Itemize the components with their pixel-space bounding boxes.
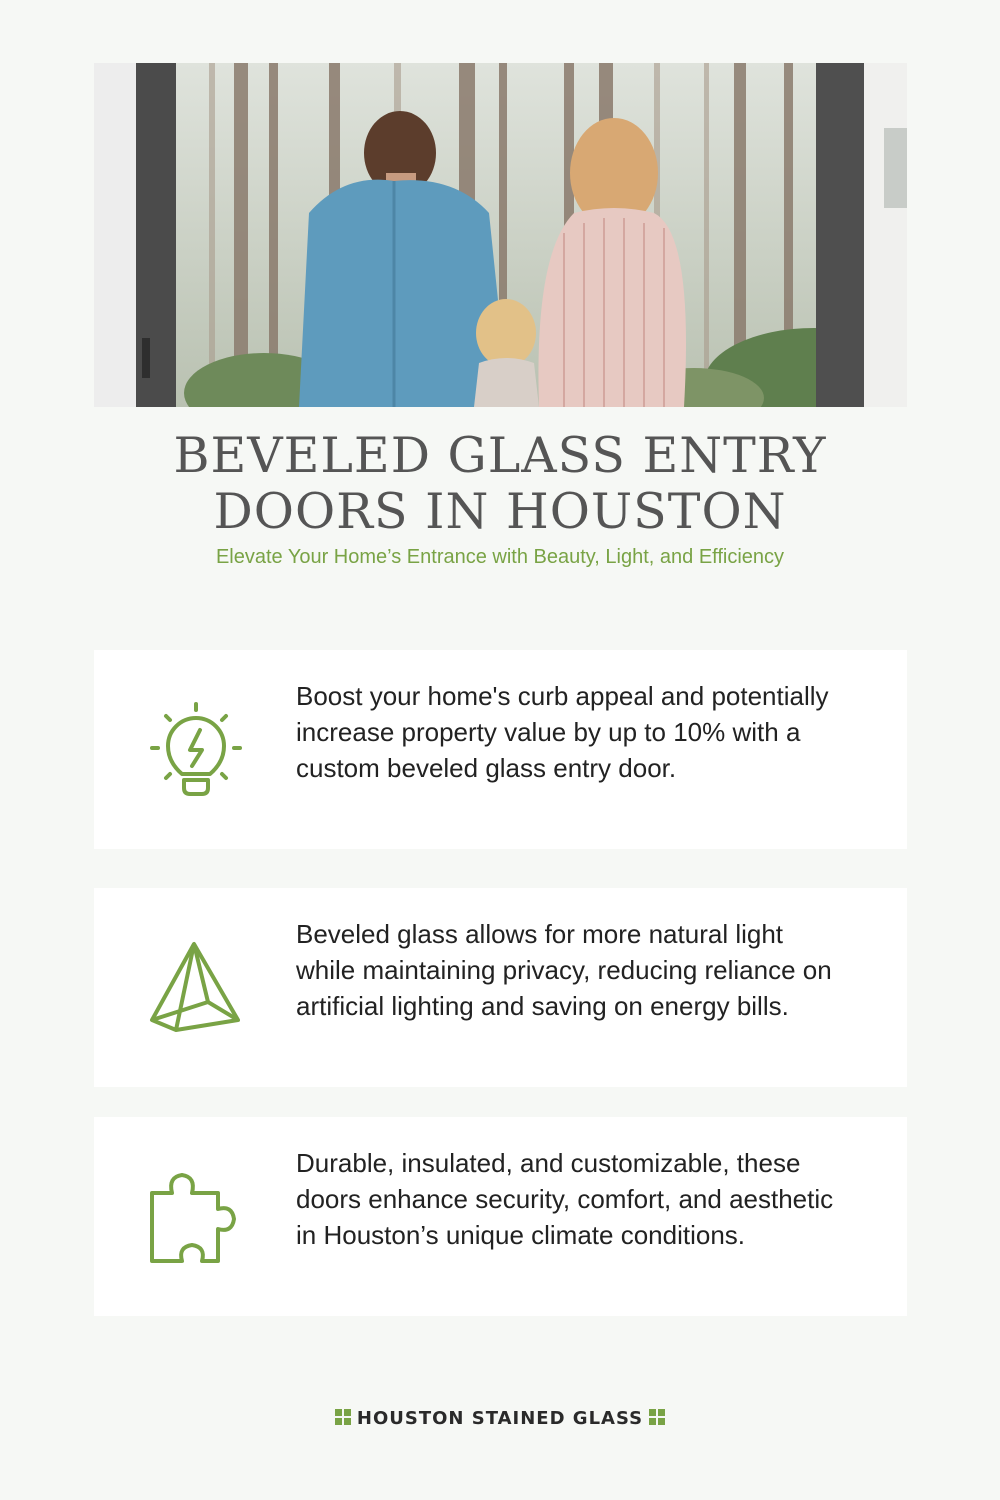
- feature-card-natural-light: [94, 888, 907, 1087]
- logo-squares-icon: [335, 1409, 351, 1425]
- logo-squares-icon: [649, 1409, 665, 1425]
- title-line-1: BEVELED GLASS ENTRY: [173, 427, 827, 484]
- page-subtitle: Elevate Your Home’s Entrance with Beauty, Light, and Efficiency: [215, 546, 785, 568]
- prism-icon: [146, 938, 246, 1038]
- title-line-2: DOORS IN HOUSTON: [213, 483, 787, 540]
- page-title: [60, 428, 940, 540]
- hero-image: [94, 63, 907, 407]
- brand-logo: [0, 1408, 1000, 1429]
- lightbulb-bolt-icon: [146, 700, 246, 800]
- brand-name: HOUSTON STAINED GLASS: [356, 1408, 644, 1429]
- feature-card-durability: [94, 1117, 907, 1316]
- feature-card-curb-appeal: [94, 650, 907, 849]
- feature-text: Durable, insulated, and customizable, these doors enhance security, comfort, and aesthetic in Houston’s unique climate conditions.: [296, 1148, 834, 1250]
- feature-text: Beveled glass allows for more natural light while maintaining privacy, reducing reliance on artificial lighting and saving on energy bills.: [296, 919, 832, 1021]
- feature-text: Boost your home's curb appeal and potentially increase property value by up to 10% with a custom beveled glass entry door.: [296, 681, 829, 783]
- puzzle-piece-icon: [146, 1167, 246, 1267]
